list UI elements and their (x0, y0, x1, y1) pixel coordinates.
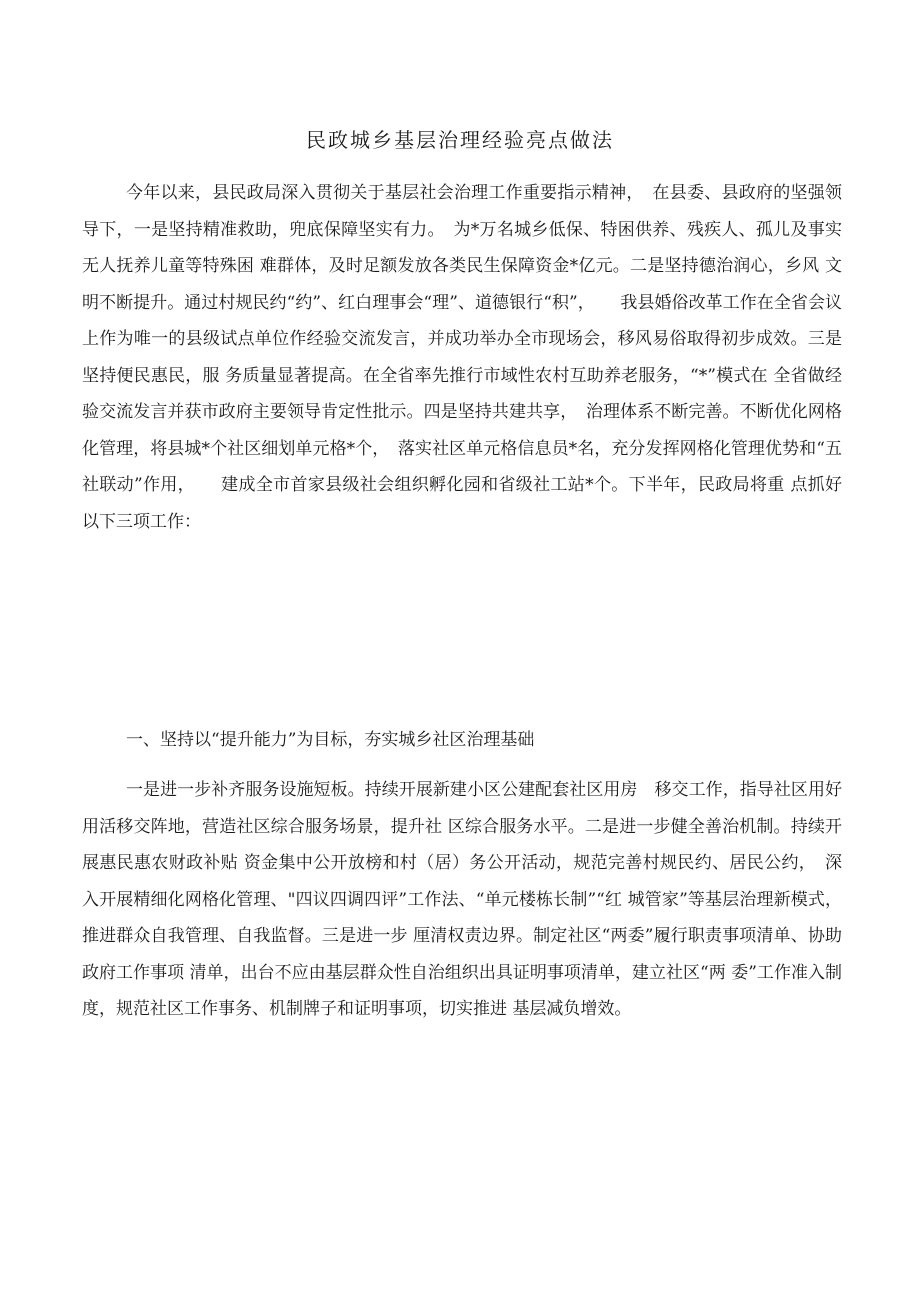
section-heading: 一、坚持以“提升能力”为目标，夯实城乡社区治理基础 (126, 730, 535, 750)
intro-paragraph: 今年以来，县民政局深入贯彻关于基层社会治理工作重要指示精神， 在县委、县政府的坚强领导下，一是坚持精准救助，兜底保障坚实有力。 为*万名城乡低保、特困供养、残疾人、孤儿及事实无人抚养儿童等特殊困 难群体，及时足额发放各类民生保障资金*亿元。二是坚持德治润心，乡风 文明不断提升。通过村规民约“约”、红白理事会“理”、道德银行“积”， 我县婚俗改革工作在全省会议上作为唯一的县级试点单位作经验交流发言，并成功举办全市现场会，移风易俗取得初步成效。三是坚持便民惠民，服 务质量显著提高。在全省率先推行市域性农村互助养老服务，“*”模式在 全省做经验交流发言并获市政府主要领导肯定性批示。四是坚持共建共享， 治理体系不断完善。不断优化网格化管理，将县城*个社区细划单元格*个， 落实社区单元格信息员*名，充分发挥网格化管理优势和“五社联动”作用， 建成全市首家县级社会组织孵化园和省级社工站*个。下半年，民政局将重 点抓好以下三项工作： (82, 183, 842, 532)
section-paragraph: 一是进一步补齐服务设施短板。持续开展新建小区公建配套社区用房 移交工作，指导社区用好用活移交阵地，营造社区综合服务场景，提升社 区综合服务水平。二是进一步健全善治机制。持续开展惠民惠农财政补贴 资金集中公开放榜和村（居）务公开活动，规范完善村规民约、居民公约， 深入开展精细化网格化管理、"四议四调四评”工作法、“单元楼栋长制”“红 城管家”等基层治理新模式，推进群众自我管理、自我监督。三是进一步 厘清权责边界。制定社区“两委”履行职责事项清单、协助政府工作事项 清单，出台不应由基层群众性自治组织出具证明事项清单，建立社区“两 委”工作准入制度，规范社区工作事务、机制牌子和证明事项，切实推进 基层减负增效。 (82, 780, 842, 1019)
document-title: 民政城乡基层治理经验亮点做法 (306, 128, 614, 152)
